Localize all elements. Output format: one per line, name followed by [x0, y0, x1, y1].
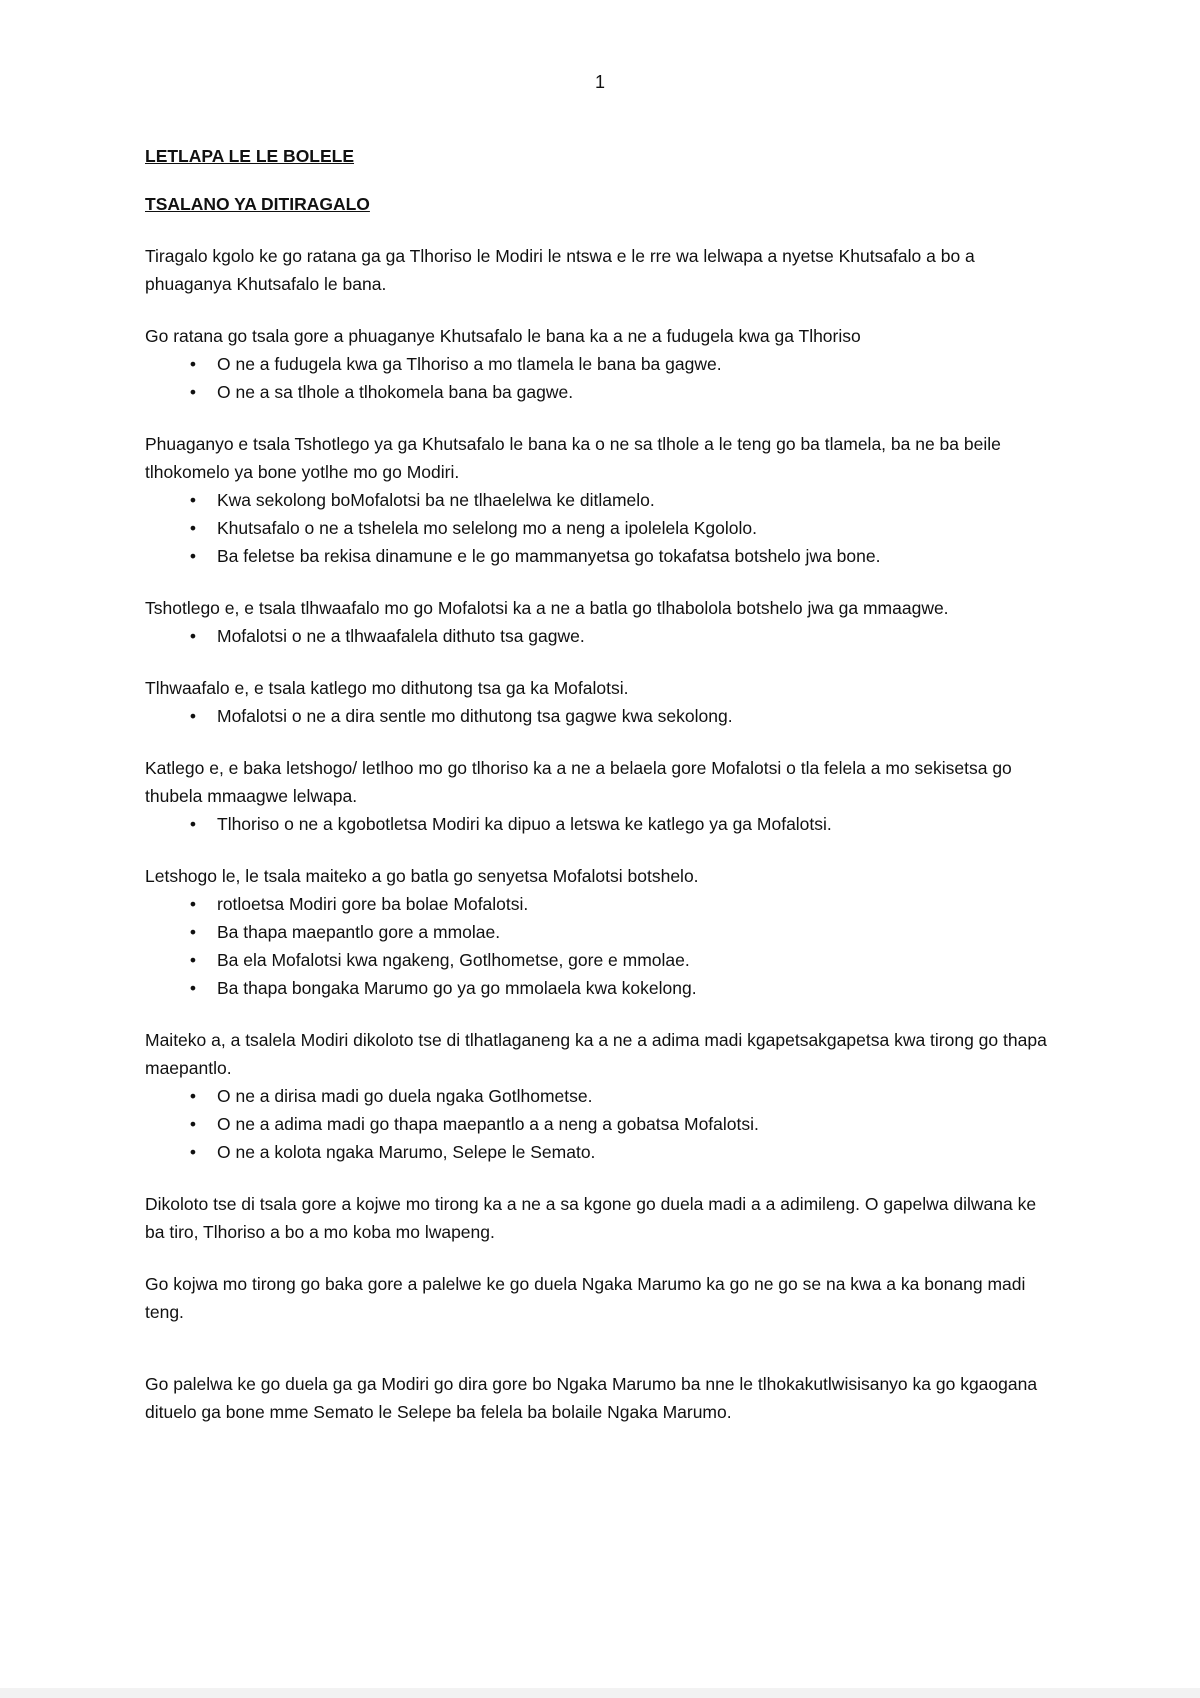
section-paragraph: Maiteko a, a tsalela Modiri dikoloto tse di tlhatlaganeng ka a ne a adima madi kgapetsakgapetsa kwa tirong go thapa maepantlo. [145, 1030, 1047, 1078]
bullet-text: Tlhoriso o ne a kgobotletsa Modiri ka dipuo a letswa ke katlego ya ga Mofalotsi. [217, 814, 832, 834]
bullet-icon: • [189, 490, 197, 510]
bullet-list [145, 890, 1055, 1002]
bullet-item [183, 918, 1055, 946]
bullet-list [145, 350, 1055, 406]
bullet-text: O ne a sa tlhole a tlhokomela bana ba gagwe. [217, 382, 574, 402]
bullet-text: O ne a fudugela kwa ga Tlhoriso a mo tlamela le bana ba gagwe. [217, 354, 722, 374]
document-title: LETLAPA LE LE BOLELE [145, 146, 355, 166]
bullet-item [183, 890, 1055, 918]
section [145, 1370, 1055, 1426]
section [145, 594, 1055, 650]
section [145, 674, 1055, 730]
section [145, 1190, 1055, 1246]
bullet-list [145, 622, 1055, 650]
bullet-icon: • [189, 354, 197, 374]
bullet-item [183, 622, 1055, 650]
bullet-text: Ba thapa maepantlo gore a mmolae. [217, 922, 501, 942]
bullet-item [183, 974, 1055, 1002]
bullet-item [183, 1082, 1055, 1110]
bullet-item [183, 702, 1055, 730]
page-number: 1 [594, 72, 605, 92]
section-paragraph: Phuaganyo e tsala Tshotlego ya ga Khutsafalo le bana ka o ne sa tlhole a le teng go ba tlamela, ba ne ba beile tlhokomelo ya bone yotlhe mo go Modiri. [145, 434, 1001, 482]
bullet-text: O ne a kolota ngaka Marumo, Selepe le Semato. [217, 1142, 596, 1162]
document-subtitle: TSALANO YA DITIRAGALO [145, 194, 370, 214]
page-bottom-edge [0, 1688, 1200, 1698]
section-paragraph: Go palelwa ke go duela ga ga Modiri go dira gore bo Ngaka Marumo ba nne le tlhokakutlwisisanyo ka go kgaogana dituelo ga bone mme Semato le Selepe ba felela ba bolaile Ngaka Marumo. [145, 1374, 1038, 1422]
section-paragraph: Go kojwa mo tirong go baka gore a palelwe ke go duela Ngaka Marumo ka go ne go se na kwa a ka bonang madi teng. [145, 1274, 1026, 1322]
bullet-icon: • [189, 894, 197, 914]
sections-container [145, 242, 1055, 1426]
section-paragraph: Letshogo le, le tsala maiteko a go batla go senyetsa Mofalotsi botshelo. [145, 866, 699, 886]
section [145, 242, 1055, 298]
section-paragraph: Tlhwaafalo e, e tsala katlego mo dithutong tsa ga ka Mofalotsi. [145, 678, 629, 698]
section [145, 1270, 1055, 1326]
section [145, 430, 1055, 570]
bullet-icon: • [189, 382, 197, 402]
bullet-item [183, 946, 1055, 974]
bullet-icon: • [189, 706, 197, 726]
bullet-item [183, 514, 1055, 542]
bullet-icon: • [189, 518, 197, 538]
bullet-text: Ba thapa bongaka Marumo go ya go mmolaela kwa kokelong. [217, 978, 697, 998]
bullet-text: Khutsafalo o ne a tshelela mo selelong mo a neng a ipolelela Kgololo. [217, 518, 757, 538]
bullet-item [183, 350, 1055, 378]
bullet-list [145, 1082, 1055, 1166]
bullet-item [183, 810, 1055, 838]
bullet-icon: • [189, 1114, 197, 1134]
bullet-list [145, 810, 1055, 838]
section [145, 754, 1055, 838]
bullet-icon: • [189, 1142, 197, 1162]
bullet-item [183, 1138, 1055, 1166]
bullet-icon: • [189, 978, 197, 998]
bullet-item [183, 1110, 1055, 1138]
bullet-text: Mofalotsi o ne a dira sentle mo dithutong tsa gagwe kwa sekolong. [217, 706, 733, 726]
document-body [145, 144, 1055, 1450]
bullet-icon: • [189, 626, 197, 646]
section-paragraph: Tiragalo kgolo ke go ratana ga ga Tlhoriso le Modiri le ntswa e le rre wa lelwapa a nyetse Khutsafalo a bo a phuaganya Khutsafalo le bana. [145, 246, 975, 294]
bullet-text: Ba ela Mofalotsi kwa ngakeng, Gotlhometse, gore e mmolae. [217, 950, 690, 970]
section-paragraph: Katlego e, e baka letshogo/ letlhoo mo go tlhoriso ka a ne a belaela gore Mofalotsi o tla felela a mo sekisetsa go thubela mmaagwe lelwapa. [145, 758, 1012, 806]
bullet-text: Ba feletse ba rekisa dinamune e le go mammanyetsa go tokafatsa botshelo jwa bone. [217, 546, 881, 566]
bullet-item [183, 486, 1055, 514]
bullet-icon: • [189, 546, 197, 566]
bullet-list [145, 702, 1055, 730]
bullet-text: Mofalotsi o ne a tlhwaafalela dithuto tsa gagwe. [217, 626, 585, 646]
bullet-icon: • [189, 814, 197, 834]
bullet-list [145, 486, 1055, 570]
section [145, 322, 1055, 406]
bullet-item [183, 542, 1055, 570]
bullet-icon: • [189, 922, 197, 942]
section-paragraph: Tshotlego e, e tsala tlhwaafalo mo go Mofalotsi ka a ne a batla go tlhabolola botshelo jwa ga mmaagwe. [145, 598, 949, 618]
section [145, 862, 1055, 1002]
bullet-text: O ne a adima madi go thapa maepantlo a a neng a gobatsa Mofalotsi. [217, 1114, 759, 1134]
bullet-icon: • [189, 1086, 197, 1106]
bullet-text: rotloetsa Modiri gore ba bolae Mofalotsi. [217, 894, 529, 914]
bullet-icon: • [189, 950, 197, 970]
section-paragraph: Dikoloto tse di tsala gore a kojwe mo tirong ka a ne a sa kgone go duela madi a a adimileng. O gapelwa dilwana ke ba tiro, Tlhoriso a bo a mo koba mo lwapeng. [145, 1194, 1037, 1242]
section-paragraph: Go ratana go tsala gore a phuaganye Khutsafalo le bana ka a ne a fudugela kwa ga Tlhoriso [145, 326, 861, 346]
bullet-item [183, 378, 1055, 406]
bullet-text: O ne a dirisa madi go duela ngaka Gotlhometse. [217, 1086, 593, 1106]
section [145, 1026, 1055, 1166]
bullet-text: Kwa sekolong boMofalotsi ba ne tlhaelelwa ke ditlamelo. [217, 490, 655, 510]
